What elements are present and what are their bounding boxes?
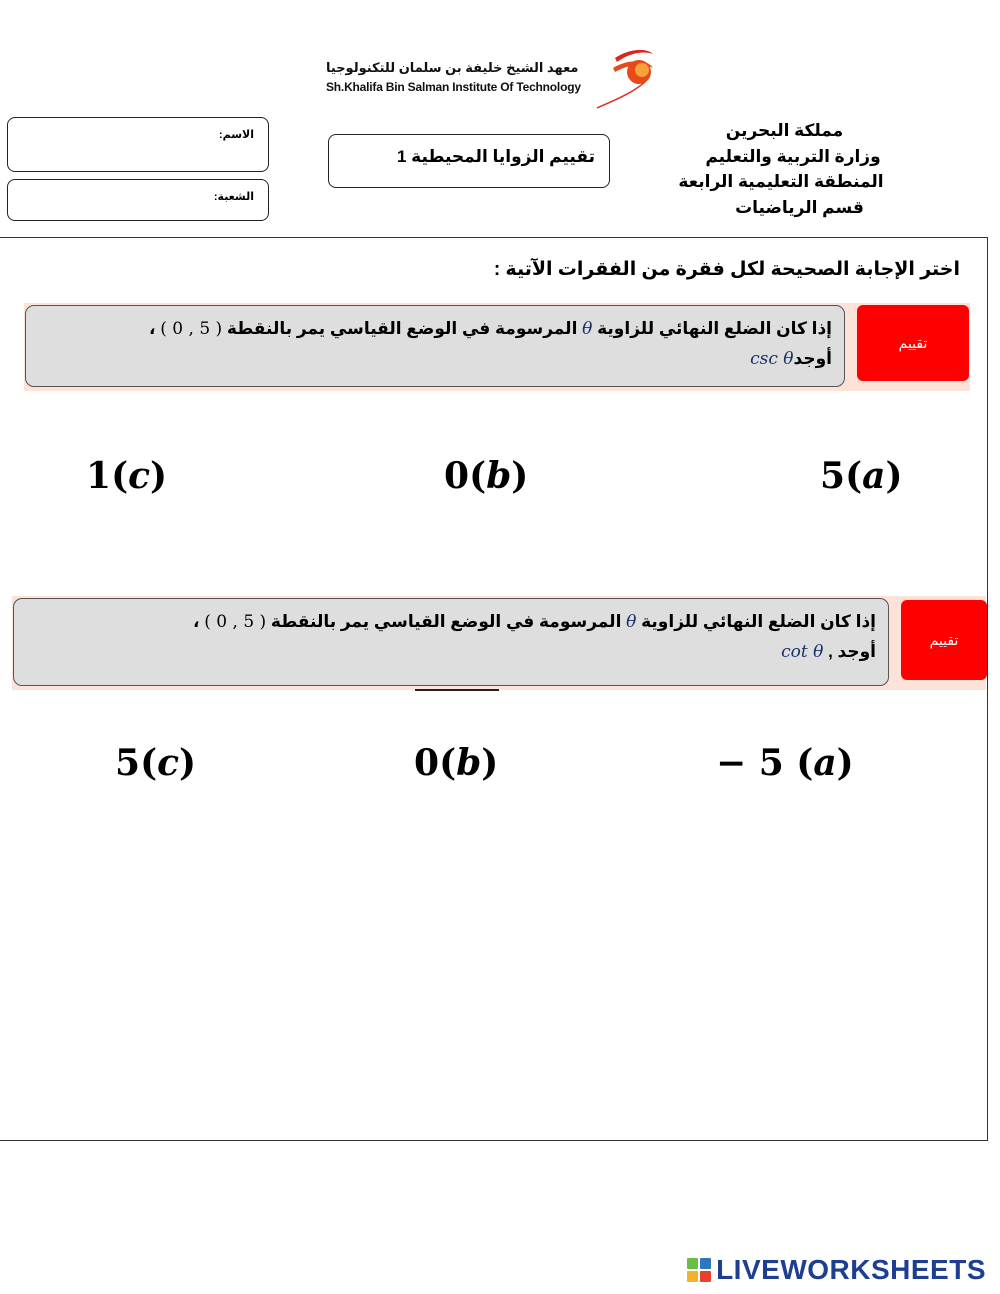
q2-choice-b-value: 0 xyxy=(414,742,440,784)
q1-choice-a-letter: a xyxy=(862,455,886,497)
header-department: قسم الرياضيات xyxy=(735,198,864,217)
grade-button-label: تقييم xyxy=(898,334,928,351)
q1-choice-b[interactable]: 0(b) xyxy=(444,455,529,497)
name-label: الاسم: xyxy=(218,129,254,141)
institute-logo-icon xyxy=(595,42,657,117)
q1-choice-b-letter: b xyxy=(486,455,512,497)
question-2-box xyxy=(13,598,889,686)
q1-point: ( 0 , 5 ) xyxy=(160,319,223,339)
q2-choice-c[interactable]: 5(c) xyxy=(115,742,197,784)
q1-comma: ، xyxy=(149,319,156,338)
q2-theta: θ xyxy=(626,612,637,632)
q1-choice-c-letter: c xyxy=(128,455,151,497)
q1-ask: أوجد xyxy=(793,349,832,368)
section-label: الشعبة: xyxy=(213,191,254,203)
header-region: المنطقة التعليمية الرابعة xyxy=(678,172,884,191)
q2-choice-a-value: − 5 xyxy=(716,742,797,784)
q2-choice-b[interactable]: 0(b) xyxy=(414,742,499,784)
q2-text-a: إذا كان الضلع النهائي للزاوية xyxy=(641,612,876,631)
question-1-box xyxy=(25,305,845,387)
q2-comma: ، xyxy=(193,612,200,631)
divider-line xyxy=(415,689,499,691)
worksheet-title-box xyxy=(328,134,610,188)
question-1-grade-button[interactable] xyxy=(857,305,969,381)
worksheet-title: تقييم الزوايا المحيطية 1 xyxy=(396,147,595,166)
q1-theta: θ xyxy=(582,319,593,339)
q2-text-b: المرسومة في الوضع القياسي يمر بالنقطة xyxy=(270,612,622,631)
q2-choice-c-value: 5 xyxy=(115,742,141,784)
q2-ask: أوجد , xyxy=(828,642,876,661)
q1-choice-c-value: 1 xyxy=(86,455,112,497)
header-ministry: وزارة التربية والتعليم xyxy=(705,147,881,166)
q1-choice-a[interactable]: 5(a) xyxy=(820,455,903,497)
q2-point: ( 0 , 5 ) xyxy=(204,612,267,632)
q1-choice-c[interactable]: 1(c) xyxy=(86,455,168,497)
q2-function: cot θ xyxy=(781,642,824,662)
liveworksheets-logo-icon xyxy=(687,1258,711,1282)
question-2-grade-button[interactable] xyxy=(901,600,987,680)
liveworksheets-brand[interactable] xyxy=(687,1254,986,1286)
q1-choice-a-value: 5 xyxy=(820,455,846,497)
institute-name-english: Sh.Khalifa Bin Salman Institute Of Technology xyxy=(326,80,581,94)
q1-text-a: إذا كان الضلع النهائي للزاوية xyxy=(597,319,832,338)
q1-text-b: المرسومة في الوضع القياسي يمر بالنقطة xyxy=(226,319,578,338)
q2-choice-c-letter: c xyxy=(157,742,180,784)
q1-choice-b-value: 0 xyxy=(444,455,470,497)
instruction-text: اختر الإجابة الصحيحة لكل فقرة من الفقرات الآتية : xyxy=(493,259,960,280)
grade-button-label: تقييم xyxy=(929,631,959,648)
q2-choice-a[interactable]: − 5 (a) xyxy=(716,742,854,784)
section-field[interactable] xyxy=(7,179,269,221)
q1-function: csc θ xyxy=(750,349,794,369)
brand-name: LIVEWORKSHEETS xyxy=(716,1254,986,1285)
q2-choice-b-letter: b xyxy=(456,742,482,784)
header-kingdom: مملكة البحرين xyxy=(725,121,844,140)
institute-name-arabic: معهد الشيخ خليفة بن سلمان للتكنولوجيا xyxy=(326,60,579,75)
name-field[interactable] xyxy=(7,117,269,172)
q2-choice-a-letter: a xyxy=(813,742,837,784)
